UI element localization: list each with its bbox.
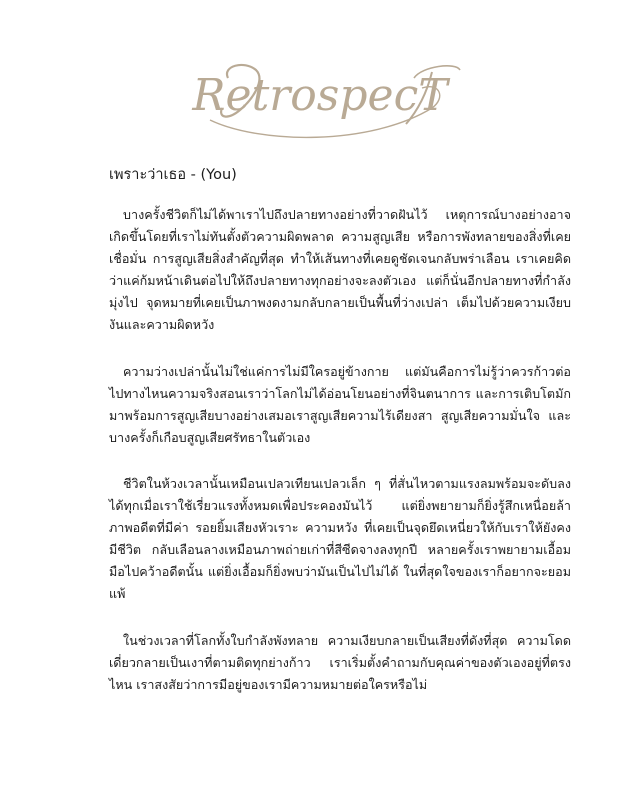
logo-text: RetrospecT (192, 70, 448, 121)
paragraph-4: ในช่วงเวลาที่โลกทั้งใบกำลังพังทลาย ความเงียบกลายเป็นเสียงที่ดังที่สุด ความโดดเดี่ยวกลายเป็นเงาที่ตามติดทุกย่างก้าว เราเริ่มตั้งคำถามกับคุณค่าของตัวเองอยู่ที่ตรงไหน เราสงสัยว่าการมีอยู่ของเรามีความหมายต่อใครหรือไม่ (109, 632, 571, 692)
article (109, 162, 571, 720)
paragraph-2: ความว่างเปล่านั้นไม่ใช่แค่การไม่มีใครอยู่ข้างกาย แต่มันคือการไม่รู้ว่าควรก้าวต่อไปทางไหนความจริงสอนเราว่าโลกไม่ได้อ่อนโยนอย่างที่จินตนาการ และการเติบโตมักมาพร้อมการสูญเสียบางอย่างเสมอเราสูญเสียความไร้เดียงสา สูญเสียความมั่นใจ และบางครั้งก็เกือบสูญเสียศรัทธาในตัวเอง (109, 363, 571, 445)
paragraph-1: บางครั้งชีวิตก็ไม่ได้พาเราไปถึงปลายทางอย่างที่วาดฝันไว้ เหตุการณ์บางอย่างอาจเกิดขึ้นโดยที่เราไม่ทันตั้งตัวความผิดพลาด ความสูญเสีย หรือการพังทลายของสิ่งที่เคยเชื่อมั่น การสูญเสียสิ่งสำคัญที่สุด ทำให้เส้นทางที่เคยดูชัดเจนกลับพร่าเลือน เราเคยคิดว่าแค่ก้มหน้าเดินต่อไปให้ถึงปลายทางทุกอย่างจะลงตัวเอง แต่ก็นั่นอีกปลายทางที่กำลังมุ่งไป จุดหมายที่เคยเป็นภาพงดงามกลับกลายเป็นพื้นที่ว่างเปล่า เต็มไปด้วยความเงียบงันและความผิดหวัง (109, 207, 571, 333)
retrospect-logo (0, 48, 640, 148)
article-title: เพราะว่าเธอ - (You) (109, 167, 237, 183)
logo-script-mark (170, 48, 470, 148)
paragraph-3: ชีวิตในห้วงเวลานั้นเหมือนเปลวเทียนเปลวเล็ก ๆ ที่สั่นไหวตามแรงลมพร้อมจะดับลงได้ทุกเมื่อเราใช้เรี่ยวแรงทั้งหมดเพื่อประคองมันไว้ แต่ยิ่งพยายามก็ยิ่งรู้สึกเหนื่อยล้า ภาพอดีตที่มีค่า รอยยิ้มเสียงหัวเราะ ความหวัง ที่เคยเป็นจุดยึดเหนี่ยวให้กับเราให้ยังคงมีชีวิต กลับเลือนลางเหมือนภาพถ่ายเก่าที่สีซีดจางลงทุกปี หลายครั้งเราพยายามเอื้อมมือไปคว้าอดีตนั้น แต่ยิ่งเอื้อมก็ยิ่งพบว่ามันเป็นไปไม่ได้ ในที่สุดใจของเราก็อยากจะยอมแพ้ (109, 475, 571, 602)
